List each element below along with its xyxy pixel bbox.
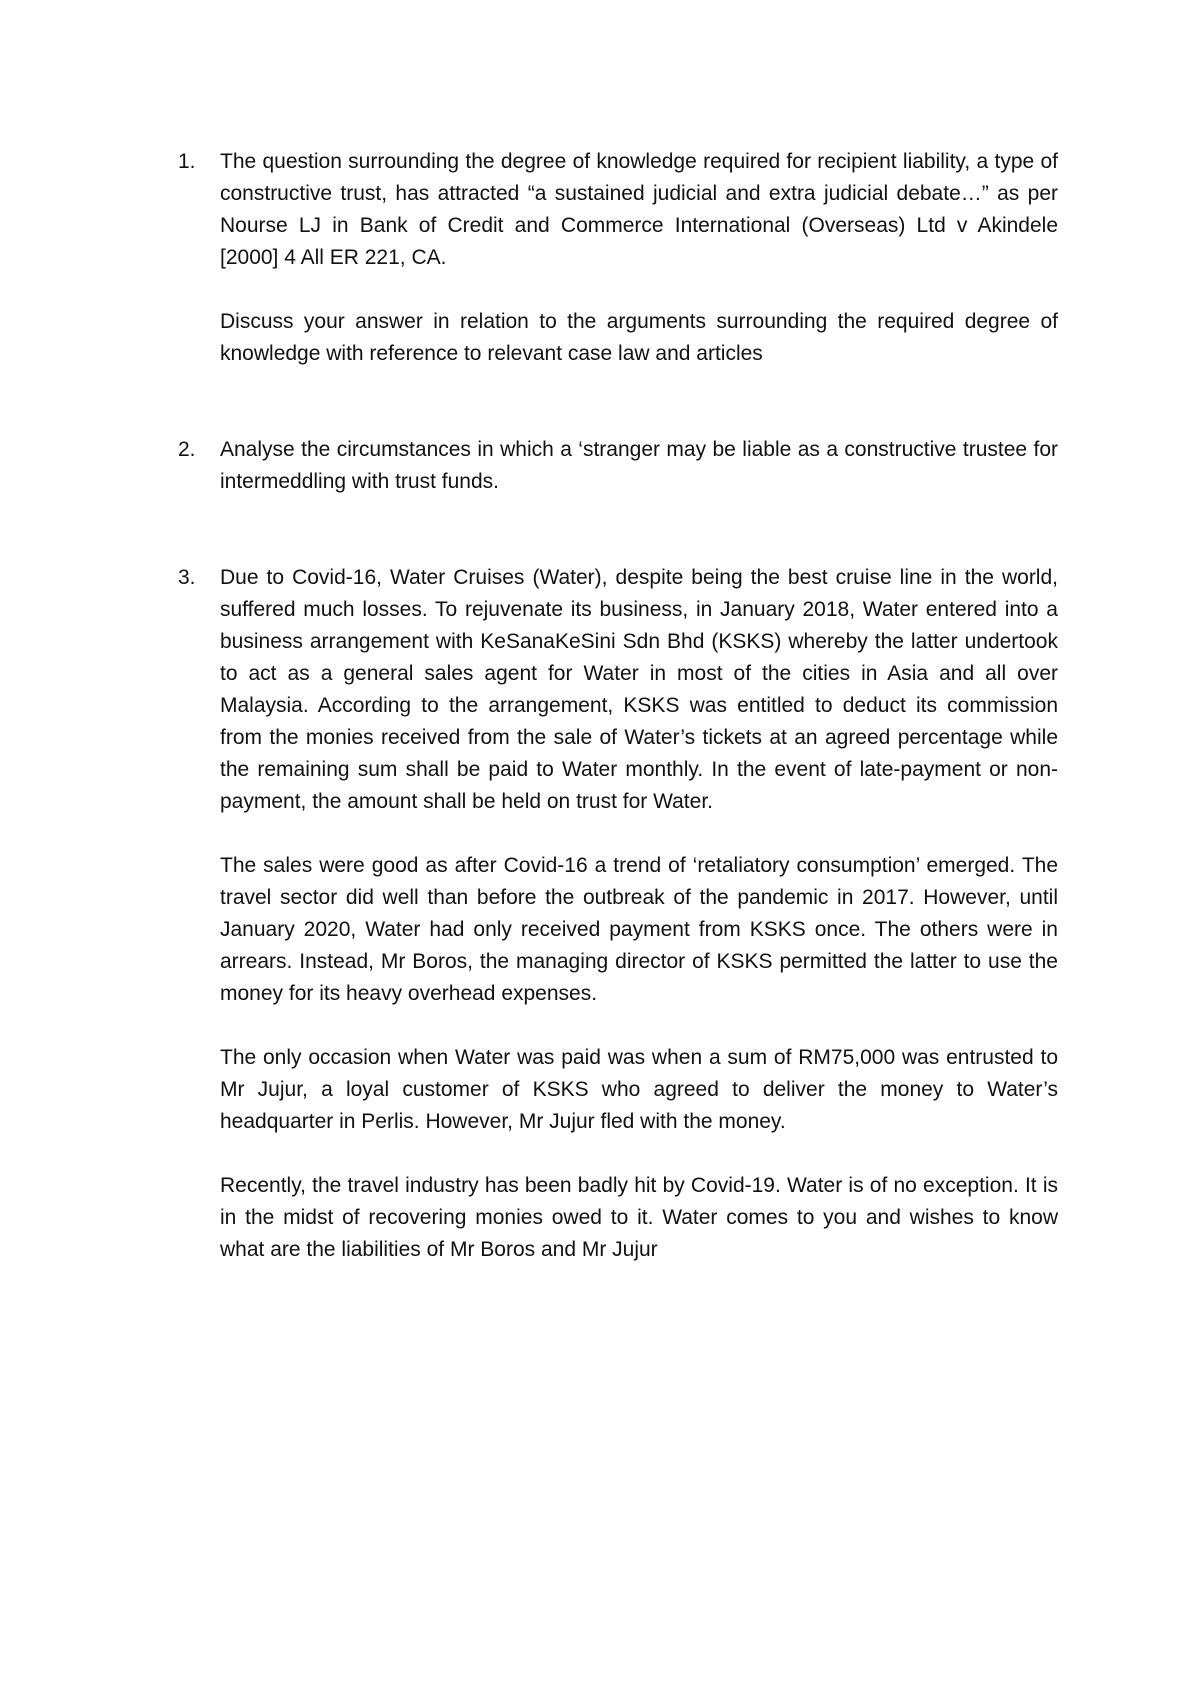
question-number: 3. bbox=[178, 566, 196, 589]
question-paragraph: The only occasion when Water was paid was when a sum of RM75,000 was entrusted to Mr Jujur, a loyal customer of KSKS who agreed to deliver the money to Water’s headquarter in Perlis. However, Mr Jujur fled with the money. bbox=[220, 1046, 1058, 1133]
question-paragraph: Analyse the circumstances in which a ‘stranger may be liable as a constructive trustee for intermeddling with trust funds. bbox=[220, 438, 1058, 493]
question-paragraph: Discuss your answer in relation to the arguments surrounding the required degree of knowledge with reference to relevant case law and articles bbox=[220, 310, 1058, 365]
question-number: 2. bbox=[178, 438, 196, 461]
question-2 bbox=[178, 434, 1058, 498]
question-paragraph: The sales were good as after Covid-16 a trend of ‘retaliatory consumption’ emerged. The travel sector did well than before the outbreak of the pandemic in 2017. However, until January 2020, Water had only received payment from KSKS once. The others were in arrears. Instead, Mr Boros, the managing director of KSKS permitted the latter to use the money for its heavy overhead expenses. bbox=[220, 854, 1058, 1005]
question-paragraph: Due to Covid-16, Water Cruises (Water), despite being the best cruise line in the world, suffered much losses. To rejuvenate its business, in January 2018, Water entered into a business arrangement with KeSanaKeSini Sdn Bhd (KSKS) whereby the latter undertook to act as a general sales agent for Water in most of the cities in Asia and all over Malaysia. According to the arrangement, KSKS was entitled to deduct its commission from the monies received from the sale of Water’s tickets at an agreed percentage while the remaining sum shall be paid to Water monthly. In the event of late-payment or non-payment, the amount shall be held on trust for Water. bbox=[220, 566, 1058, 813]
question-3 bbox=[178, 562, 1058, 1266]
question-paragraph: The question surrounding the degree of knowledge required for recipient liability, a type of constructive trust, has attracted “a sustained judicial and extra judicial debate…” as per Nourse LJ in Bank of Credit and Commerce International (Overseas) Ltd v Akindele [2000] 4 All ER 221, CA. bbox=[220, 150, 1058, 269]
question-list bbox=[178, 146, 1058, 1266]
question-paragraph: Recently, the travel industry has been badly hit by Covid-19. Water is of no exception. It is in the midst of recovering monies owed to it. Water comes to you and wishes to know what are the liabilities of Mr Boros and Mr Jujur bbox=[220, 1174, 1058, 1261]
question-number: 1. bbox=[178, 150, 196, 173]
question-1 bbox=[178, 146, 1058, 370]
